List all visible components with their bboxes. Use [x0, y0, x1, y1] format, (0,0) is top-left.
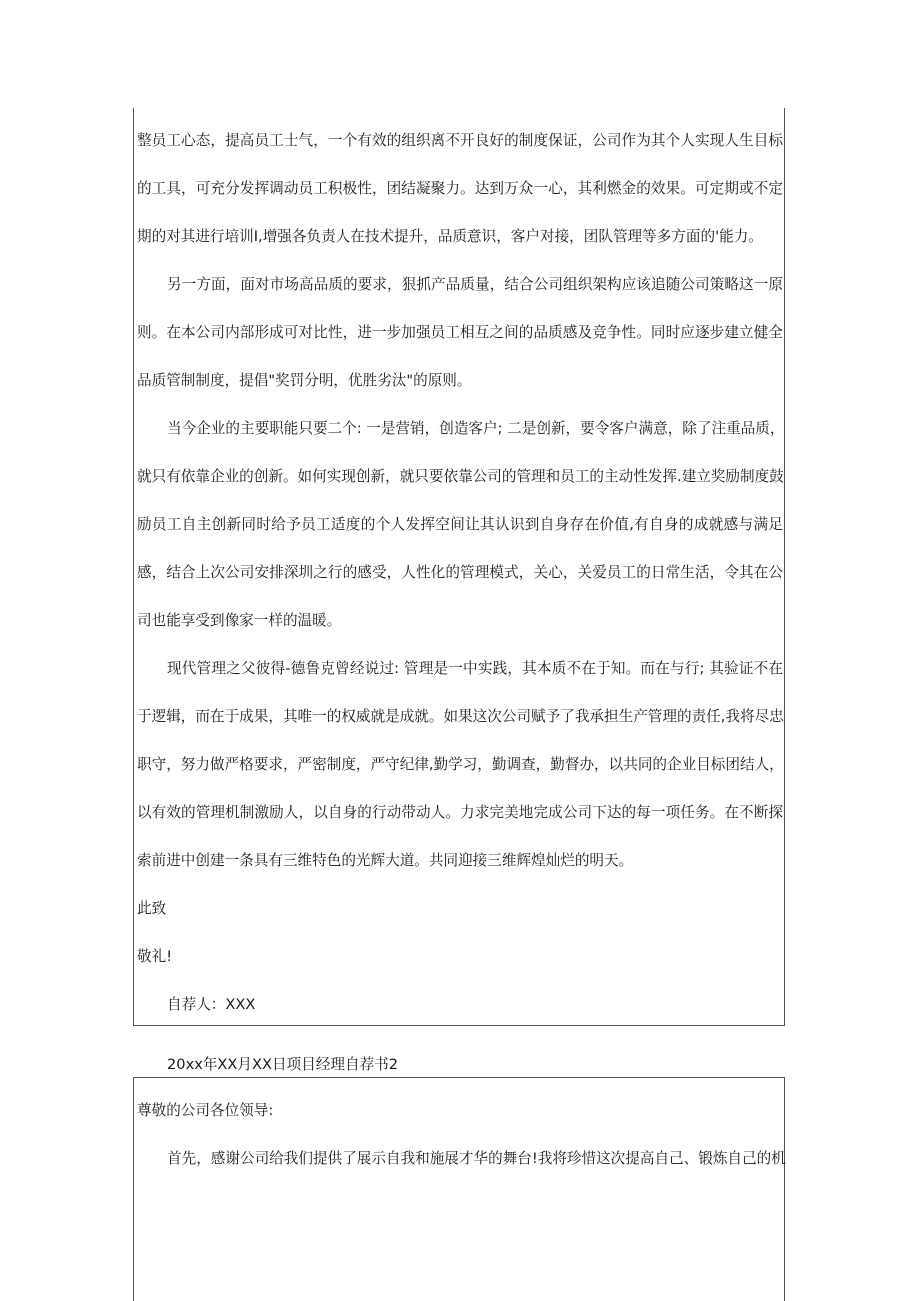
paragraph-line: 则。在本公司内部形成可对比性，进一步加强员工相互之间的品质感及竞争性。同时应逐步建立健全 — [137, 324, 783, 341]
paragraph-line: 另一方面，面对市场高品质的要求，狠抓产品质量，结合公司组织架构应该追随公司策略这一原 — [167, 276, 783, 293]
greeting-line: 尊敬的公司各位领导: — [137, 1102, 274, 1119]
paragraph-line: 品质管制制度，提倡"奖罚分明，优胜劣汰"的原则。 — [137, 372, 472, 389]
paragraph-line: 的工具，可充分发挥调动员工积极性，团结凝聚力。达到万众一心，其利燃金的效果。可定期或不定 — [137, 180, 783, 197]
paragraph-line: 司也能享受到像家一样的温暖。 — [137, 612, 342, 629]
paragraph-line: 感，结合上次公司安排深圳之行的感受，人性化的管理模式，关心，关爱员工的日常生活，令其在公 — [137, 564, 783, 581]
paragraph-line: 就只有依靠企业的创新。如何实现创新，就只要依靠公司的管理和员工的主动性发挥.建立奖励制度鼓 — [137, 468, 784, 485]
closing-regards: 敬礼! — [137, 948, 173, 965]
paragraph-line: 现代管理之父彼得-德鲁克曾经说过: 管理是一中实践，其本质不在于知。而在与行; 其验证不在 — [167, 660, 783, 677]
section-heading: 20xx年XX月XX日项目经理自荐书2 — [167, 1056, 399, 1073]
paragraph-line: 当今企业的主要职能只要二个: 一是营销，创造客户; 二是创新，要令客户满意，除了注重品质， — [167, 420, 785, 437]
paragraph-line: 整员工心态，提高员工士气，一个有效的组织离不开良好的制度保证，公司作为其个人实现人生目标 — [137, 132, 783, 149]
paragraph-line: 以有效的管理机制激励人，以自身的行动带动人。力求完美地完成公司下达的每一项任务。在不断探 — [137, 804, 783, 821]
signature-line: 自荐人：XXX — [167, 996, 256, 1013]
paragraph-line: 期的对其进行培训I,增强各负责人在技术提升，品质意识，客户对接，团队管理等多方面的'能力。 — [137, 228, 763, 245]
closing-salutation: 此致 — [137, 900, 167, 917]
paragraph-line: 索前进中创建一条具有三维特色的光辉大道。共同迎接三维辉煌灿烂的明天。 — [137, 852, 634, 869]
paragraph-line: 励员工自主创新同时给予员工适度的个人发挥空间让其认识到自身存在价值,有自身的成就感与满足 — [137, 516, 783, 533]
paragraph-line: 于逻辑，而在于成果，其唯一的权威就是成就。如果这次公司赋予了我承担生产管理的责任,我将尽忠 — [137, 708, 784, 725]
paragraph-line: 首先，感谢公司给我们提供了展示自我和施展才华的舞台!我将珍惜这次提高自己、锻炼自己的机 — [167, 1150, 786, 1167]
paragraph-line: 职守，努力做严格要求，严密制度，严守纪律,勤学习，勤调查，勤督办，以共同的企业目标团结人， — [137, 756, 784, 773]
